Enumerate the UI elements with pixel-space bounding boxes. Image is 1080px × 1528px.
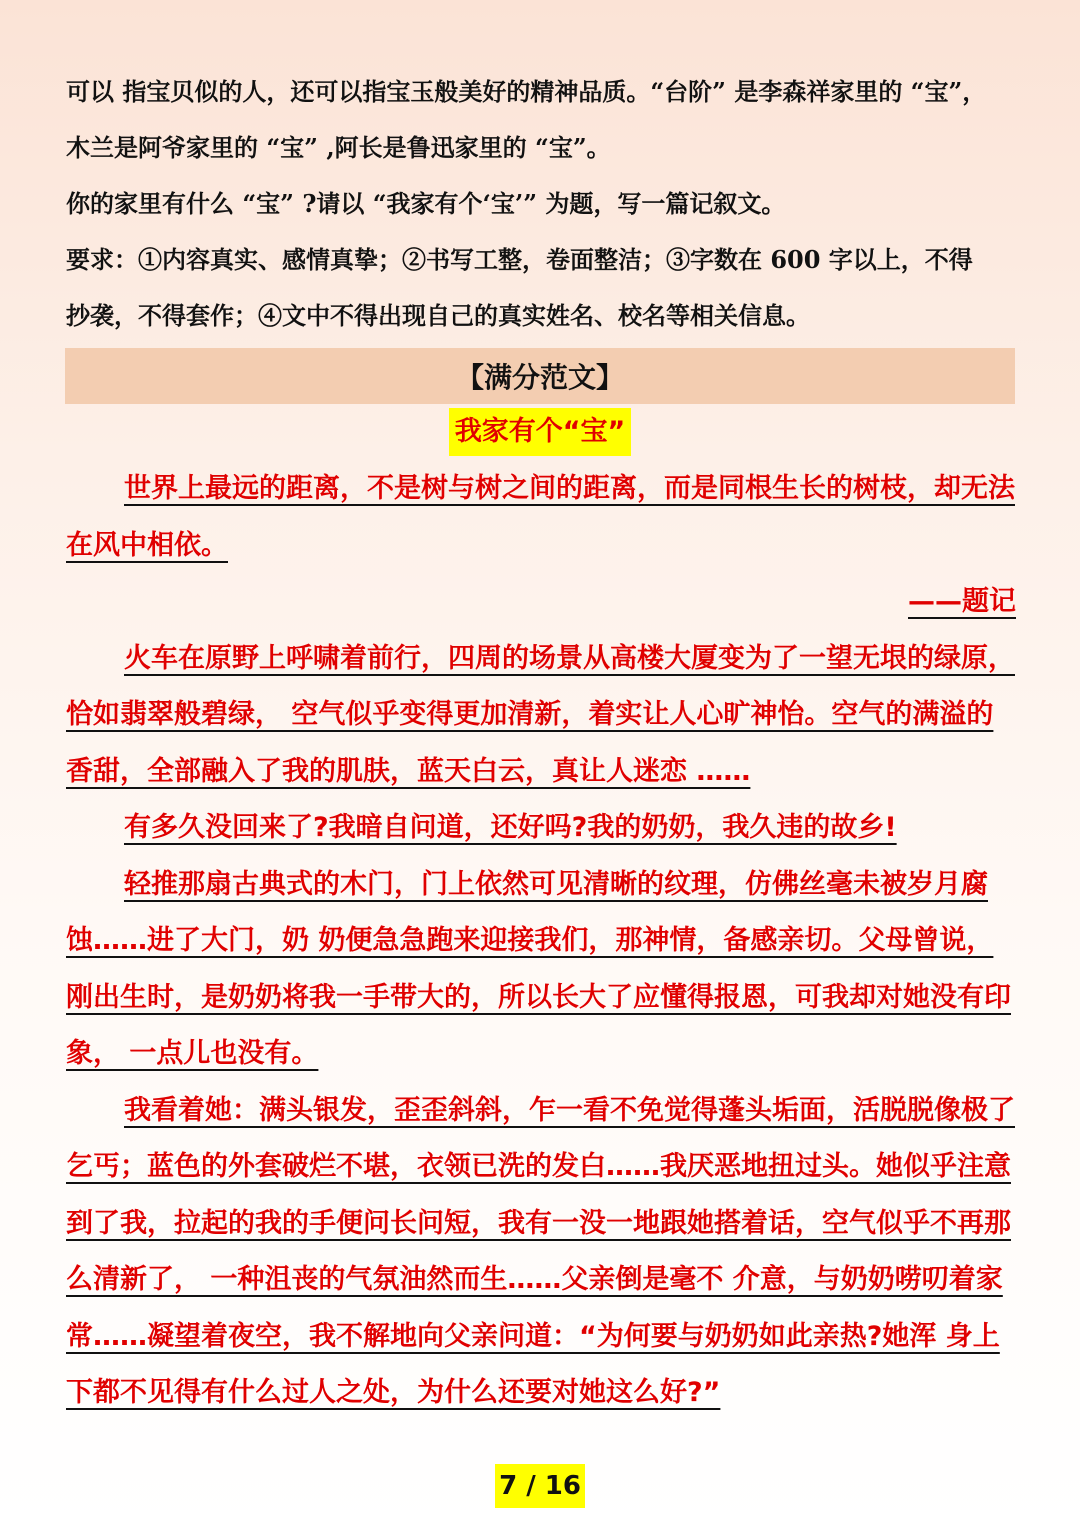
epigraph: 世界上最远的距离，不是树与树之间的距离，而是同根生长的树枝，却无法在风中相依。 — [66, 473, 1015, 561]
essay-body — [66, 461, 1016, 1422]
prompt-line: 你的家里有什么 “宝” ?请以 “我家有个‘宝’” 为题，写一篇记叙文。 — [66, 189, 786, 218]
essay-paragraph: 有多久没回来了?我暗自问道，还好吗?我的奶奶，我久违的故乡! — [124, 812, 897, 843]
prompt-line: 抄袭，不得套作；④文中不得出现自己的真实姓名、校名等相关信息。 — [66, 301, 810, 330]
prompt-line: 要求：①内容真实、感情真挚；②书写工整，卷面整洁；③字数在 600 字以上，不得 — [66, 245, 973, 274]
essay-prompt — [66, 64, 1026, 344]
prompt-line: 木兰是阿爷家里的 “宝” ,阿长是鲁迅家里的 “宝”。 — [66, 133, 611, 162]
essay-paragraph: 火车在原野上呼啸着前行，四周的场景从高楼大厦变为了一望无垠的绿原，恰如翡翠般碧绿， 空气似乎变得更加清新，着实让人心旷神怡。空气的满溢的香甜，全部融入了我的肌肤，蓝天白云，真让人迷恋 …… — [66, 642, 1015, 787]
essay-paragraph: 我看着她：满头银发，歪歪斜斜，乍一看不免觉得蓬头垢面，活脱脱像极了乞丐；蓝色的外套破烂不堪，衣领已洗的发白……我厌恶地扭过头。她似乎注意到了我，拉起的我的手便问长问短，我有一没一地跟她搭着话，空气似乎不再那么清新了， 一种沮丧的气氛油然而生……父亲倒是毫不 介意，与奶奶唠叨着家常……凝望着夜空，我不解地向父亲问道：“为何要与奶奶如此亲热?她浑 身上下都不见得有什么过人之处，为什么还要对她这么好?” — [66, 1094, 1015, 1408]
page-number: 7 / 16 — [495, 1464, 585, 1508]
prompt-line: 可以 指宝贝似的人，还可以指宝玉般美好的精神品质。“台阶” 是李森祥家里的 “宝”， — [66, 77, 987, 106]
section-banner: 【满分范文】 — [65, 348, 1015, 404]
essay-paragraph: 轻推那扇古典式的木门，门上依然可见清晰的纹理，仿佛丝毫未被岁月腐蚀……进了大门，奶 奶便急急跑来迎接我们，那神情，备感亲切。父母曾说，刚出生时，是奶奶将我一手带大的，所以长大了应懂得报恩，可我却对她没有印象， 一点儿也没有。 — [66, 868, 1011, 1069]
essay-title: 我家有个“宝” — [449, 408, 632, 456]
epigraph-source: ——题记 — [908, 586, 1016, 617]
